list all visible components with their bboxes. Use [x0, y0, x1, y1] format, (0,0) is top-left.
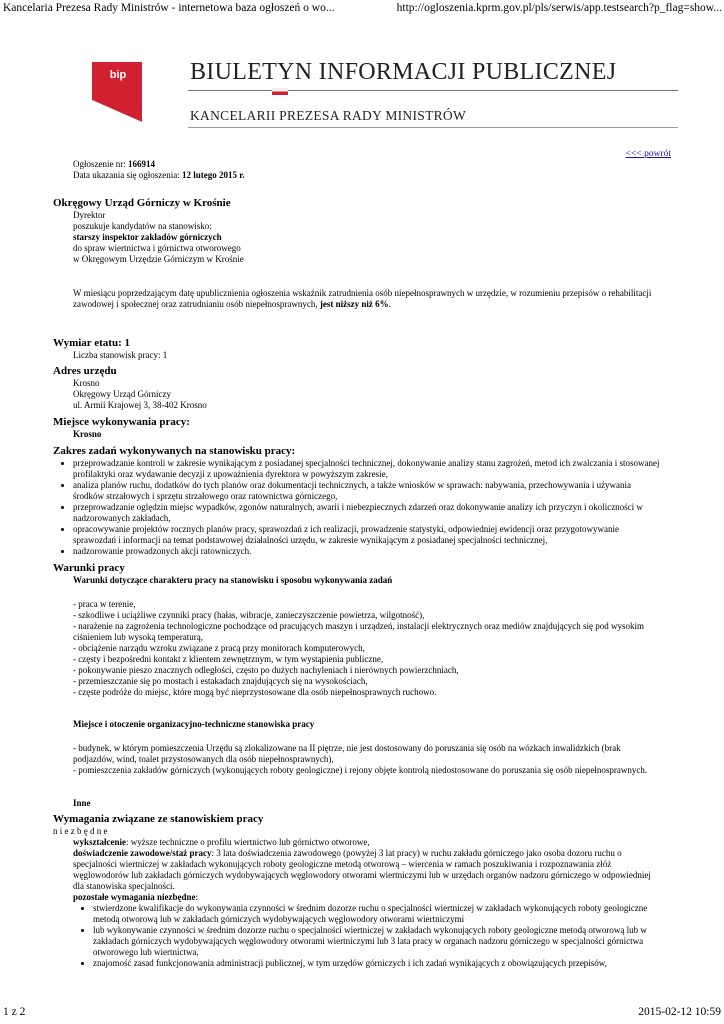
adres-heading: Adres urzędu [53, 365, 117, 377]
warunki-subheading-3: Inne [73, 798, 91, 808]
warunki-subheading: Warunki dotyczące charakteru pracy na stanowisku i sposobu wykonywania zadań [73, 575, 393, 585]
banner-subtitle: KANCELARII PREZESA RADY MINISTRÓW [190, 108, 467, 123]
experience-line: specjalności wiertniczej w zakładach wykonujących roboty geologiczne metodą otworową – wiercenia w ramach poszukiwania i rozpoznawania złóż [73, 859, 612, 869]
zakres-item: • analiza planów ruchu, dodatków do tych planów oraz dokumentacji technicznych, a także wniosków w sprawach: nabywania, przechowywania i używania środków strzałowych i sprzętu strzałowego oraz ratownictwa górniczego, [73, 480, 673, 502]
experience-line: dla stanowiska specjalności. [73, 881, 175, 891]
warunki-line: - narażenie na zagrożenia technologiczne pochodzące od pracujących maszyn i urządzeń, instalacji elektrycznych oraz mediów znajdujących się pod wysokim [73, 621, 644, 631]
warunki-heading: Warunki pracy [53, 562, 125, 574]
other-requirements-label: pozostałe wymagania niezbędne: [73, 892, 199, 902]
experience-label: doświadczenie zawodowe/staż pracy [73, 848, 212, 858]
notice-date-value: 12 lutego 2015 r. [181, 170, 245, 180]
zakres-item: • przeprowadzanie kontroli w zakresie wynikającym z posiadanej specjalności technicznej, dokonywanie analizy stanu zagrożeń, metod ich zwalczania i stosowanej profilaktyki oraz wydawanie decyzji z upoważnienia dyrektora w powyższym zakresie, [73, 458, 673, 480]
experience-text: : 3 lata doświadczenia zawodowego (powyżej 3 lat pracy) w ruchu zakładu górniczego jako osoba dozoru ruchu o [211, 848, 622, 858]
experience-requirement [73, 848, 673, 859]
miejsce-heading: Miejsce wykonywania pracy: [53, 416, 190, 428]
experience-line: węglowodorów lub zakładach górniczych wydobywających węglowodory otworami wiertniczymi lub w urzędach organów nadzoru górniczego w odpowiedniej [73, 870, 651, 880]
employment-rate-end: . [388, 299, 391, 309]
wymiar-heading: Wymiar etatu: 1 [53, 337, 130, 349]
banner-divider [188, 90, 678, 91]
zakres-heading: Zakres zadań wykonywanych na stanowisku pracy: [53, 445, 296, 457]
adres-line: Okręgowy Urząd Górniczy [73, 389, 171, 399]
zakres-item: • nadzorowanie prowadzonych akcji ratowniczych. [73, 546, 673, 557]
warunki-subheading-2: Miejsce i otoczenie organizacyjno-techniczne stanowiska pracy [73, 719, 315, 729]
warunki-line-2: - pomieszczenia zakładów górniczych (wykonujących roboty geologiczne) i rejony objęte kontrolą niedostosowane do poruszania się osób niepełnosprawnych. [73, 765, 648, 775]
position-line: do spraw wiertnictwa i górnictwa otworowego [73, 243, 241, 253]
employment-rate-line: W miesiącu poprzedzającym datę upublicznienia ogłoszenia wskaźnik zatrudnienia osób niepełnosprawnych w urzędzie, w rozumieniu przepisów o rehabilitacji [73, 288, 652, 298]
position-title: starszy inspektor zakładów górniczych [73, 232, 222, 242]
warunki-line: - częste podróże do miejsc, które mogą być nieprzystosowane dla osób niepełnosprawnych ruchowo. [73, 687, 437, 697]
requirement-item: • stwierdzone kwalifikacje do wykonywania czynności w średnim dozorze ruchu o specjalności wiertniczej w zakładach wykonujących roboty geologiczne metodą otworową lub w zakładach górniczych wydobywających węglowodory otworami wiertniczymi [93, 903, 673, 925]
education-text: : wyższe techniczne o profilu wiertnictwo lub górnictwo otworowe, [126, 837, 370, 847]
education-requirement [73, 837, 673, 848]
warunki-line: ciśnieniem lub wysoką temperaturą, [73, 632, 203, 642]
position-line: w Okręgowym Urzędzie Górniczym w Krośnie [73, 254, 244, 264]
warunki-line: - częsty i bezpośredni kontakt z klientem zewnętrznym, w tym wystąpienia publiczne, [73, 654, 384, 664]
print-header-url: http://ogloszenia.kprm.gov.pl/pls/serwis/app.testsearch?p_flag=show... [396, 2, 722, 14]
back-link[interactable]: <<< powrót [625, 149, 671, 159]
employment-rate-value: jest niższy niż 6% [319, 299, 389, 309]
education-label: wykształcenie [73, 837, 126, 847]
notice-number-value: 166914 [127, 159, 155, 169]
print-footer-page: 1 z 2 [3, 1006, 26, 1018]
zakres-item: • opracowywanie projektów rocznych planów pracy, sprawozdań z ich realizacji, prowadzenie statystyki, odpowiedniej ewidencji oraz przygotowywanie sprawozdań i informacji na temat podstawowej działalności urzędu, w zakresie wynikającym z posiadanej specjalności technicznej, [73, 524, 673, 546]
office-line: poszukuje kandydatów na stanowisko: [73, 221, 212, 231]
polish-flag-icon [272, 88, 288, 95]
warunki-line: - przemieszczanie się po mostach i estakadach znajdujących się na wysokościach, [73, 676, 368, 686]
banner-divider-lower [188, 127, 678, 128]
zakres-list [53, 458, 673, 557]
employment-rate-line [73, 299, 673, 310]
wymagania-heading: Wymagania związane ze stanowiskiem pracy [53, 813, 264, 825]
wymagania-spaced-label: n i e z b ę d n e [53, 826, 108, 836]
notice-date-label: Data ukazania się ogłoszenia: [73, 170, 180, 180]
adres-line: Krosno [73, 378, 100, 388]
bip-logo-text: bip [109, 69, 127, 81]
employment-rate-text: zawodowej i społecznej oraz zatrudnianiu osób niepełnosprawnych, [73, 299, 318, 309]
requirement-item: • lub wykonywanie czynności w średnim dozorze ruchu o specjalności wiertniczej w zakładach wykonujących roboty geologiczne metodą otworową lub w zakładach górniczych wydobywających węglowodory otworami wiertniczymi lub 3 lata pracy w organach nadzoru górniczego w specjalności górnictwa otworowego lub wiertnictwa, [93, 925, 673, 958]
warunki-line-2: podjazdów, wind, toalet przystosowanych dla osób niepełnosprawnych), [73, 754, 334, 764]
print-header-title: Kancelaria Prezesa Rady Ministrów - internetowa baza ogłoszeń o wo... [3, 2, 335, 14]
miejsce-value: Krosno [73, 429, 102, 439]
adres-line: ul. Armii Krajowej 3, 38-402 Krosno [73, 400, 207, 410]
warunki-line-2: - budynek, w którym pomieszczenia Urzędu są zlokalizowane na II piętrze, nie jest dostosowany do poruszania się osób na wózkach inwalidzkich (brak [73, 743, 621, 753]
notice-number [73, 159, 673, 170]
banner-title: BIULETYN INFORMACJI PUBLICZNEJ [190, 59, 617, 85]
zakres-item: • przeprowadzanie oględzin miejsc wypadków, zgonów naturalnych, awarii i niebezpiecznych zdarzeń oraz dokonywanie analizy ich przyczyn i okoliczności w nadzorowanych zakładach, [73, 502, 673, 524]
wymiar-text: Liczba stanowisk pracy: 1 [73, 350, 168, 360]
office-name: Okręgowy Urząd Górniczy w Krośnie [53, 197, 231, 209]
warunki-line: - obciążenie narządu wzroku związane z pracą przy monitorach komputerowych, [73, 643, 365, 653]
other-requirements-list [73, 903, 673, 969]
office-line: Dyrektor [73, 210, 106, 220]
warunki-line: - praca w terenie, [73, 599, 136, 609]
warunki-line: - szkodliwe i uciążliwe czynniki pracy (hałas, wibracje, zanieczyszczenie powietrza, wilgotność), [73, 610, 425, 620]
print-footer-datetime: 2015-02-12 10:59 [638, 1006, 721, 1018]
notice-date [73, 170, 673, 181]
warunki-line: - pokonywanie pieszo znacznych odległości, często po dużych nachyleniach i nierównych powierzchniach, [73, 665, 459, 675]
requirement-item: • znajomość zasad funkcjonowania administracji publicznej, w tym urzędów górniczych i ich zadań wynikających z obowiązujących przepisów, [93, 958, 673, 969]
notice-number-label: Ogłoszenie nr: [73, 159, 126, 169]
